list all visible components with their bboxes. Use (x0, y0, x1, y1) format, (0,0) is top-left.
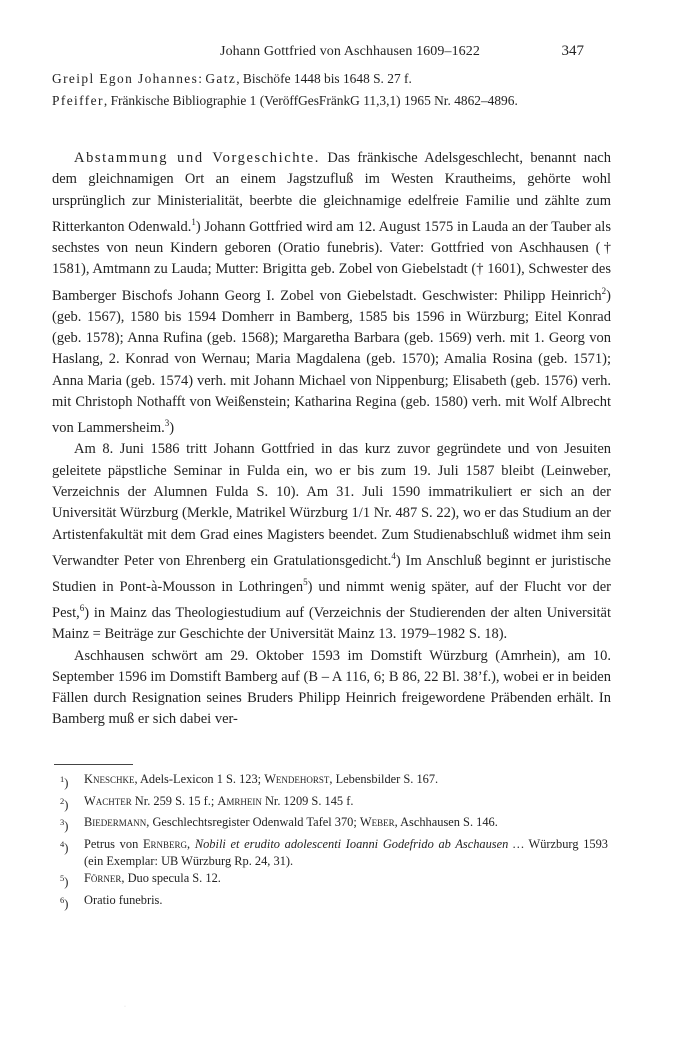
footnote: $^1$) Kneschke, Adels-Lexicon 1 S. 123; Wendehorst, Lebensbilder S. 167. (60, 772, 439, 791)
footnote-number: 5 (60, 873, 65, 884)
footnote-divider (54, 764, 133, 765)
lit-author: Greipl Egon Johannes (52, 71, 199, 86)
footnote-number: 2 (60, 795, 65, 806)
text-run: , Lebensbilder S. 167. (329, 772, 439, 786)
author-name: Förner (84, 871, 122, 886)
footnote-ref: 3 (164, 418, 170, 429)
text-run: ) (geb. 1567), 1580 bis 1594 Domherr in Bamberg, 1585 bis 1596 in Würzburg; Eitel Konrad (geb. 1578); Anna Rufina (geb. 1568); Margaretha Barbara (geb. 1569) verh. mit 1. Georg von Haslang, 2. Konrad von Wernau; Maria Magdalena (geb. 1570); Amalia Rosina (geb. 1571); Anna Maria (geb. 1574) verh. mit Johann Michael von Nippenburg; Elisabeth (geb. 1576) verh. mit Christoph Nothafft von Weißenstein; Katharina Regina (geb. 1580) verh. mit Wolf Albrecht von Lammersheim. (52, 287, 611, 437)
running-header-title: Johann Gottfried von Aschhausen 1609–1622 (220, 44, 480, 59)
paragraph-canonries: Aschhausen schwört am 29. Oktober 1593 im Domstift Würzburg (Amrhein), am 10. September 1596 im Domstift Bamberg auf (B – A 116, 6; B 86, 22 Bl. 38’f.), wobei er in beiden Fällen durch Resignation seines Bruders Philipp Heinrich freigewordene Präbenden erhält. In Bamberg muß er sich dabei ver- (52, 647, 611, 728)
author-name: Kneschke (84, 772, 135, 786)
lit-sep: , (103, 93, 111, 108)
text-run: , Duo specula S. 12. (121, 871, 221, 886)
text-run: ) Im Anschluß beginnt er juristische Studien in Pont-à-Mousson in Lothringen (52, 552, 611, 595)
text-run: , (187, 836, 195, 851)
text-run: Petrus von (84, 836, 143, 851)
paragraph-studies (52, 439, 611, 645)
text-run: , Aschhausen S. 146. (394, 815, 498, 830)
text-run: , Geschlechtsregister Odenwald Tafel 370; (146, 815, 360, 830)
footnote-ref: 4 (391, 550, 396, 561)
footnote: $^4$) Petrus von Ernberg, Nobili et erudito adolescenti Ioanni Godefrido ab Aschausen … Würzburg 1593 (ein Exemplar: UB Würzburg Rp. 24, 31). (60, 836, 609, 868)
lit-sep: : (198, 71, 206, 86)
footnote: $^2$) Wachter Nr. 259 S. 15 f.; Amrhein Nr. 1209 S. 145 f. (60, 793, 354, 812)
page-number: 347 (561, 43, 584, 59)
text-run: ) (169, 420, 175, 437)
author-name: Weber (359, 815, 395, 830)
footnote-ref: 2 (601, 285, 607, 296)
footnotes (60, 771, 608, 913)
text-run: ) in Mainz das Theologiestudium auf (Verzeichnis der Studierenden der alten Universität Mainz = Beiträge zur Geschichte der Universität Mainz 13. 1979–1982 S. 18). (52, 604, 611, 643)
paragraph-origins (52, 148, 611, 439)
lit-rest: Fränkische Bibliographie 1 (VeröffGesFränkG 11,3,1) 1965 Nr. 4862–4896. (110, 93, 518, 108)
author-name: Wendehorst (264, 772, 330, 786)
section-heading: Abstammung und Vorgeschichte. (74, 150, 321, 166)
footnote-number: 6 (60, 894, 65, 905)
literature-entry (52, 68, 612, 90)
author-name: Ernberg (142, 836, 188, 851)
footnote: $^5$) Förner, Duo specula S. 12. (60, 871, 221, 890)
author-name: Wachter (84, 793, 132, 808)
scan-speck: · (124, 1004, 126, 1010)
body-text (52, 148, 611, 731)
literature-list (52, 68, 612, 112)
author-name: Biedermann (84, 815, 147, 830)
footnote-number: 4 (60, 838, 65, 849)
text-run: Würzburg 1593 (ein Exemplar: UB Würzburg Rp. 24, 31). (84, 836, 609, 868)
text-run: , Adels-Lexicon 1 S. 123; (134, 772, 265, 786)
footnote-number: 3 (60, 817, 65, 828)
text-run: Das fränkische Adelsgeschlecht, benannt nach dem gleichnamigen Ort an einem Jagstzufluß im Westen Krautheims, gehörte wohl ursprünglich zur Ministerialität, beerbte die gleichnamige edelfreie Familie und zählte zum Ritterkanton Odenwald. (52, 150, 611, 235)
footnote: $^3$) Biedermann, Geschlechtsregister Odenwald Tafel 370; Weber, Aschhausen S. 146. (60, 815, 498, 834)
italic-title: Nobili et erudito adolescenti Ioanni Godefrido ab Aschausen … (194, 836, 525, 851)
footnote: $^6$) Oratio funebris. (60, 892, 163, 912)
text-run: Nr. 259 S. 15 f.; (131, 793, 218, 808)
lit-author: Pfeiffer (52, 93, 104, 108)
text-run: Oratio funebris. (84, 892, 163, 907)
footnote-ref: 1 (191, 216, 196, 227)
footnote-number: 1 (60, 774, 65, 784)
author-name: Amrhein (217, 793, 262, 808)
literature-entry (52, 90, 612, 112)
footnote-ref: 6 (79, 603, 85, 614)
text-run: ) und nimmt wenig später, auf der Flucht vor der Pest, (52, 578, 611, 621)
footnote-ref: 5 (303, 576, 308, 587)
lit-rest: , Bischöfe 1448 bis 1648 S. 27 f. (236, 71, 412, 86)
text-run: Nr. 1209 S. 145 f. (261, 793, 354, 808)
text-run: ) Johann Gottfried wird am 12. August 1575 in Lauda an der Tauber als sechstes von neun Kindern geboren (Oratio funebris). Vater: Gottfried von Aschhausen († 1581), Amtmann zu Lauda; Mutter: Brigitta geb. Zobel von Giebelstadt († 1601), Schwester des Bamberger Bischofs Johann Georg I. Zobel von Giebelstadt. Geschwister: Philipp Heinrich (52, 218, 611, 304)
text-run: Am 8. Juni 1586 tritt Johann Gottfried in das kurz zuvor gegründete und von Jesuiten geleitete päpstliche Seminar in Fulda ein, wo er bis zum 19. Juli 1587 bleibt (Leinweber, Verzeichnis der Alumnen Fulda S. 10). Am 31. Juli 1590 immatrikuliert er sich an der Universität Würzburg (Merkle, Matrikel Würzburg 1/1 Nr. 487 S. 22), wo er das Studium an der Artistenfakultät mit dem Grad eines Magisters beendet. Zum Studienabschluß widmet ihm sein Verwandter Peter von Ehrenberg ein Gratulationsgedicht. (52, 441, 611, 569)
lit-editor: Gatz (205, 71, 237, 86)
